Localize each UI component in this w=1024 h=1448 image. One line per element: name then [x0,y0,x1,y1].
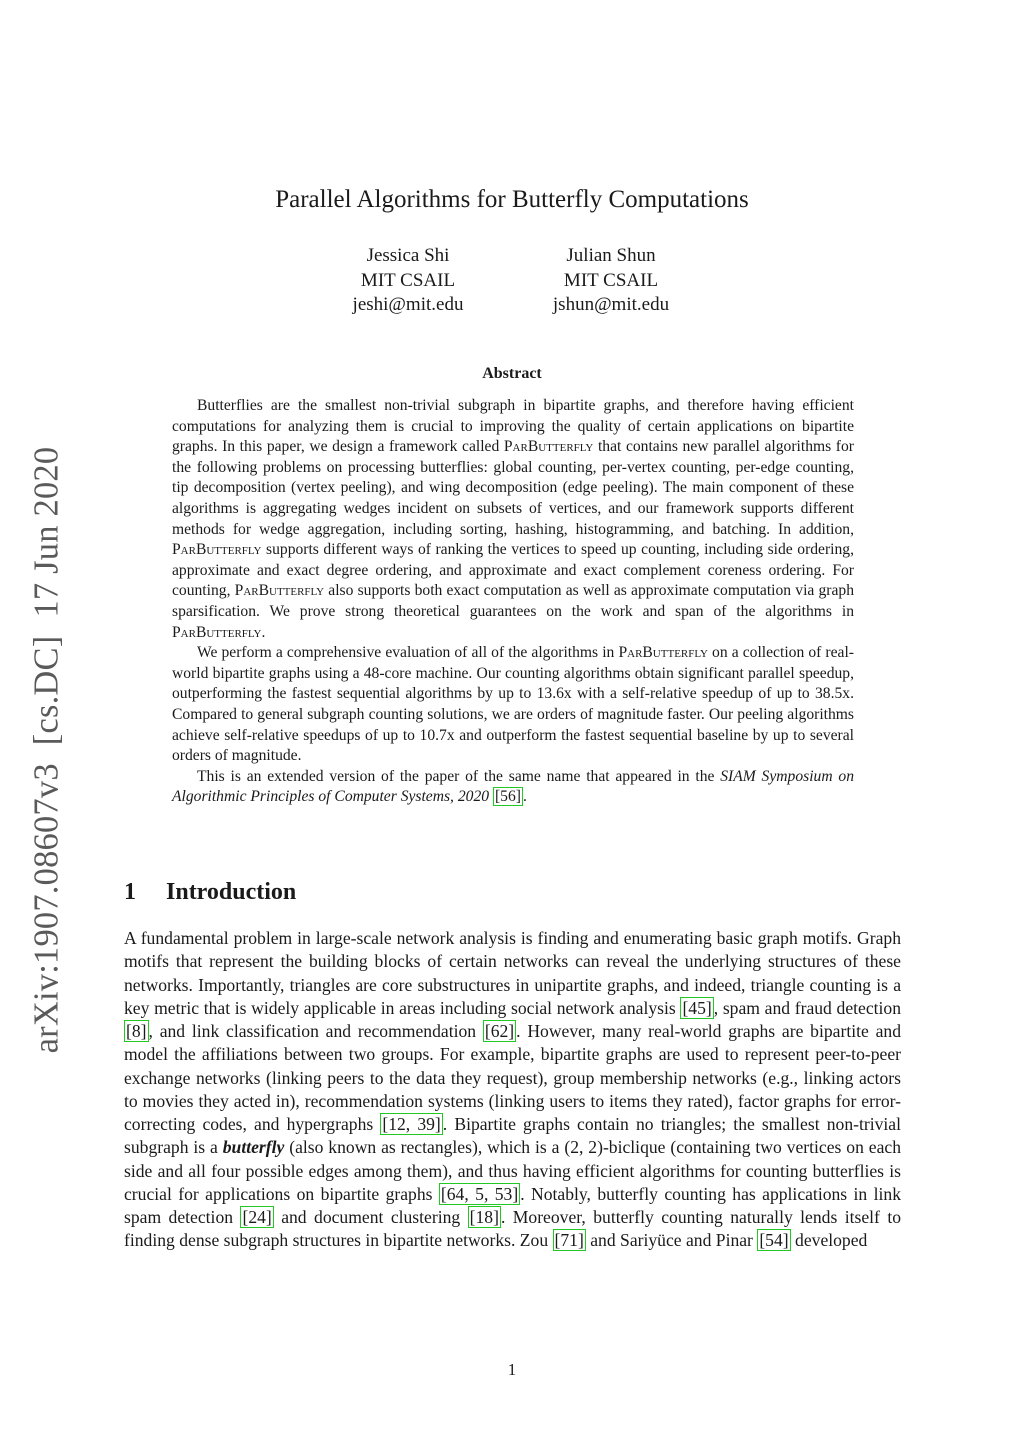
framework-name: ParButterfly [172,541,262,559]
section-title: Introduction [166,879,297,905]
arxiv-id: arXiv:1907.08607v3 [27,763,66,1054]
citation-link[interactable]: [71] [554,1230,584,1251]
citation-link[interactable]: [64, 5, 53] [440,1183,519,1204]
arxiv-identifier [28,447,67,1054]
author-affiliation: MIT CSAIL [563,269,659,291]
framework-name: ParButterfly [172,623,262,641]
section-number: 1 [124,879,136,905]
citation-link[interactable]: [62] [484,1021,515,1041]
abstract-paragraph: Butterflies are the smallest non-trivial subgraph in bipartite graphs, and therefore having efficient computations for analyzing them is crucial to improving the quality of certain applications on bipartite graphs. In this paper, we design a framework called ParButterfly that contains new parallel algorithms for the following problems on processing butterflies: global counting, per-vertex counting, per-edge counting, tip decomposition (vertex peeling), and wing decomposition (edge peeling). The main component of these algorithms is aggregating wedges incident on subsets of vertices, and our framework supports different methods for wedge aggregation, including sorting, hashing, histogramming, and batching. In addition, ParButterfly supports different ways of ranking the vertices to speed up counting, including side ordering, approximate and exact degree ordering, and approximate and exact complement coreness ordering. For counting, ParButterfly also supports both exact computation as well as approximate computation via graph sparsification. We prove strong theoretical guarantees on the work and span of the algorithms in ParButterfly. [172,397,854,641]
paper-title: Parallel Algorithms for Butterfly Computations [275,186,749,213]
citation-link[interactable]: [54] [759,1230,789,1251]
author-block-1 [308,244,508,318]
citation-link[interactable]: [12, 39] [382,1114,441,1134]
citation-link[interactable]: [8] [126,1021,147,1041]
author-email: jeshi@mit.edu [352,294,464,315]
abstract-body [172,396,854,808]
page-number: 1 [507,1360,517,1379]
author-email: jshun@mit.edu [552,294,670,315]
intro-paragraph: A fundamental problem in large-scale network analysis is finding and enumerating basic graph motifs. Graph motifs that represent the building blocks of certain networks can reveal the underlying structures of these networks. Importantly, triangles are core substructures in unipartite graphs, and indeed, triangle counting is a key metric that is widely applicable in areas including social network analysis [45] , spam and fraud detection [8] , and link classification and recommendation [62] . However, many real-world graphs are bipartite and model the affiliations between two groups. For example, bipartite graphs are used to represent peer-to-peer exchange networks (linking peers to the data they request), group membership networks (e.g., linking actors to movies they acted in), recommendation systems (linking users to items they rated), factor graphs for error-correcting codes, and hypergraphs [12, 39] . Bipartite graphs contain no triangles; the smallest non-trivial subgraph is a butterfly (also known as rectangles), which is a (2, 2)-biclique (containing two vertices on each side and all four possible edges among them), and thus having efficient algorithms for counting butterflies is crucial for applications on bipartite graphs [64, 5, 53] . Notably, butterfly counting has applications in link spam detection [24] and document clustering [18] . Moreover, butterfly counting naturally lends itself to finding dense subgraph structures in bipartite networks. Zou [71] and Sariyüce and Pinar [54] developed [124,928,902,1251]
citation-link[interactable]: [18] [469,1207,499,1227]
arxiv-date: 17 Jun 2020 [27,446,66,618]
framework-name: ParButterfly [503,438,594,456]
framework-name: ParButterfly [618,644,708,662]
introduction-body [124,927,901,1253]
author-name: Julian Shun [566,245,656,266]
section-heading [124,879,296,906]
citation-link[interactable]: [24] [242,1207,272,1227]
abstract-paragraph: This is an extended version of the paper of the same name that appeared in the SIAM Symposium on Algorithmic Principles of Computer Systems, 2020 [56] . [172,767,854,806]
framework-name: ParButterfly [234,582,325,600]
author-affiliation: MIT CSAIL [360,269,456,291]
venue-name: SIAM Symposium on Algorithmic Principles of Computer Systems, 2020 [172,767,854,806]
abstract-heading: Abstract [482,365,542,382]
author-name: Jessica Shi [366,245,450,266]
abstract-paragraph: We perform a comprehensive evaluation of all of the algorithms in ParButterfly on a collection of real-world bipartite graphs using a 48-core machine. Our counting algorithms obtain significant parallel speedup, outperforming the fastest sequential algorithms by up to 13.6x with a self-relative speedup of up to 38.5x. Compared to general subgraph counting solutions, we are orders of magnitude faster. Our peeling algorithms achieve self-relative speedups of up to 10.7x and outperform the fastest sequential baseline by up to several orders of magnitude. [172,644,854,765]
author-block-2 [511,244,711,318]
citation-link[interactable]: [45] [682,997,712,1018]
citation-link[interactable]: [56] [494,788,521,806]
emphasized-term: butterfly [222,1137,285,1158]
arxiv-category: [cs.DC] [27,635,66,746]
